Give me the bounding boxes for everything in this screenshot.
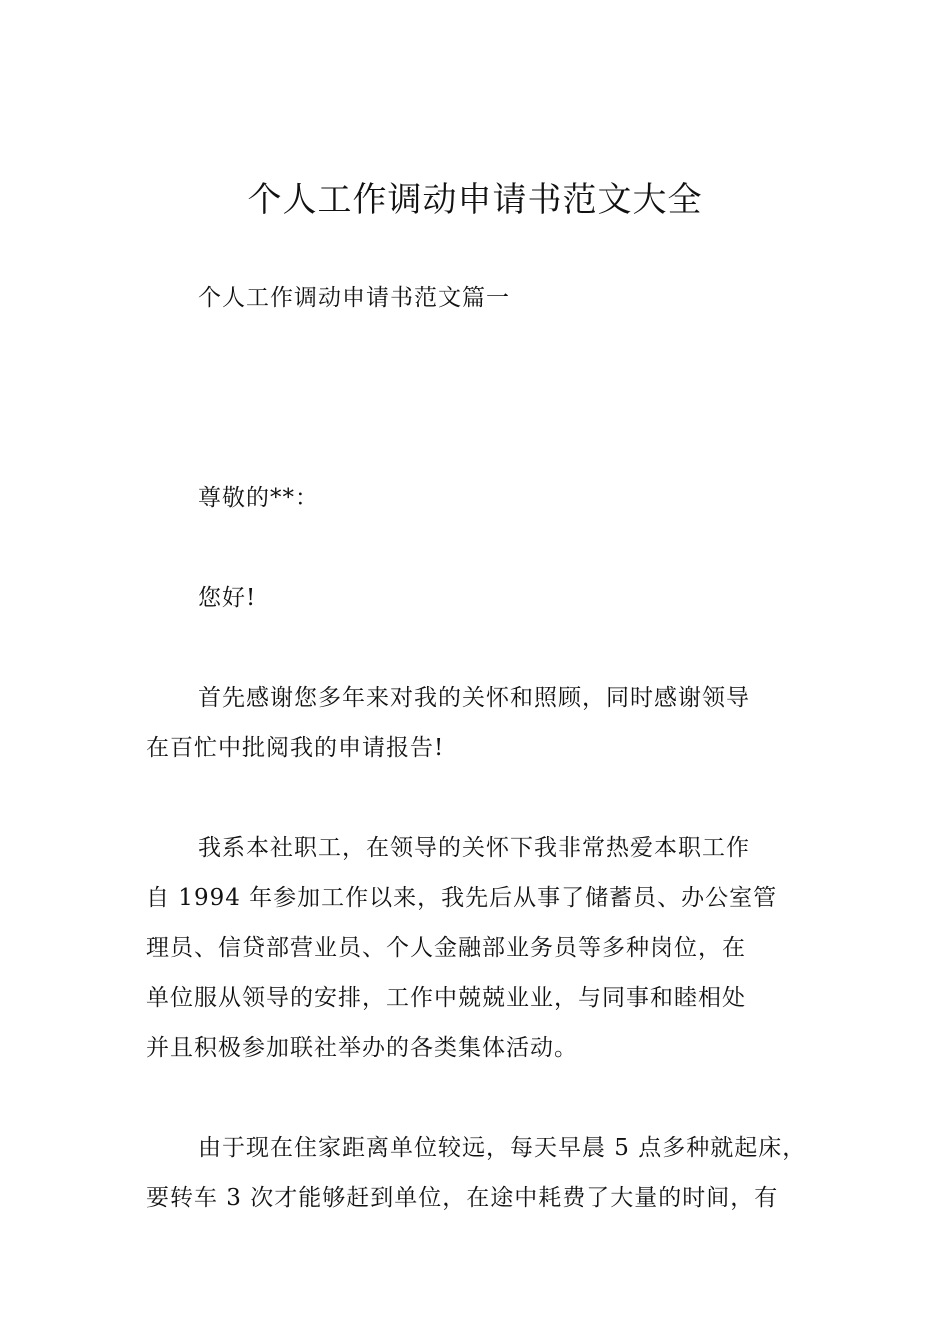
paragraph-line: 单位服从领导的安排，工作中兢兢业业，与同事和睦相处 [146, 985, 746, 1011]
paragraph-line: 并且积极参加联社举办的各类集体活动。 [146, 1035, 578, 1061]
greeting: 您好! [198, 585, 257, 611]
section-subtitle: 个人工作调动申请书范文篇一 [198, 285, 510, 311]
document-title: 个人工作调动申请书范文大全 [247, 180, 703, 220]
salutation: 尊敬的**： [198, 485, 319, 511]
paragraph-line: 自 1994 年参加工作以来，我先后从事了储蓄员、办公室管 [146, 885, 778, 911]
paragraph-line: 首先感谢您多年来对我的关怀和照顾，同时感谢领导 [198, 685, 750, 711]
paragraph-line: 要转车 3 次才能够赶到单位，在途中耗费了大量的时间，有 [146, 1185, 779, 1211]
paragraph-line: 我系本社职工，在领导的关怀下我非常热爱本职工作 [198, 835, 750, 861]
paragraph-line: 由于现在住家距离单位较远，每天早晨 5 点多种就起床， [198, 1135, 807, 1161]
paragraph-line: 在百忙中批阅我的申请报告! [146, 735, 445, 761]
paragraph-line: 理员、信贷部营业员、个人金融部业务员等多种岗位，在 [146, 935, 746, 961]
